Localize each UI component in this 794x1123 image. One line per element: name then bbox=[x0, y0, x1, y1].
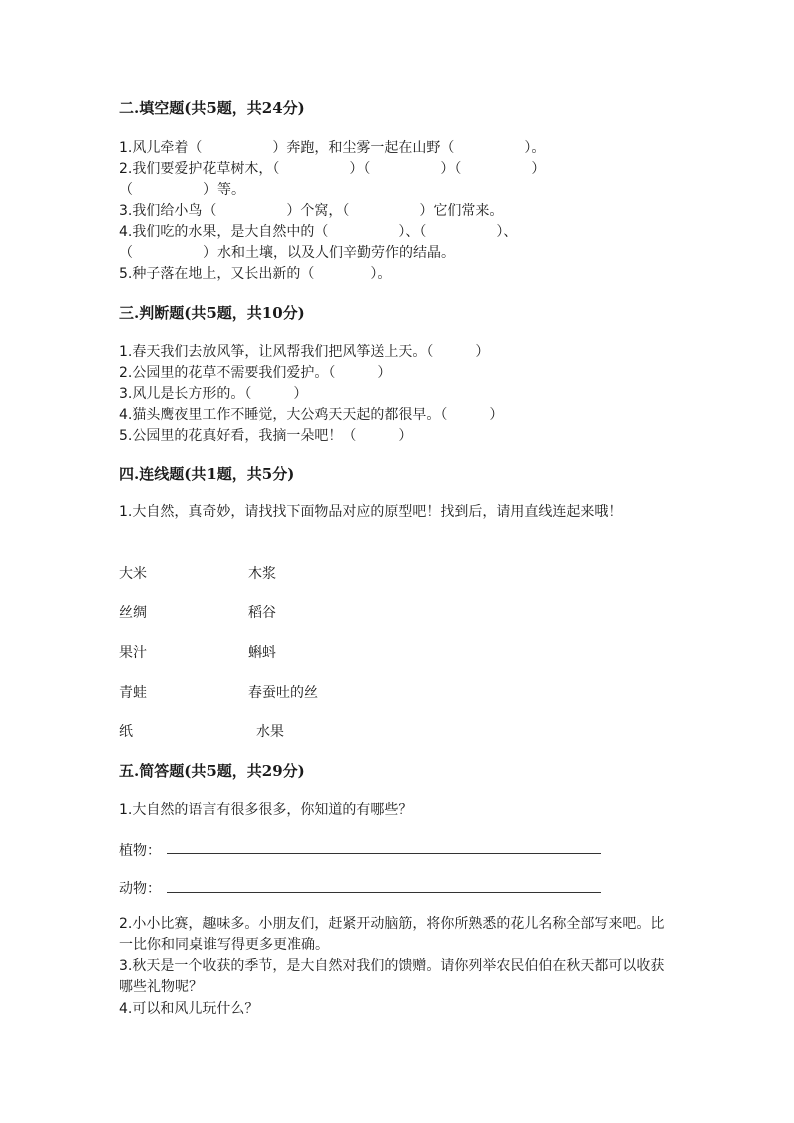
section-fill-heading: 二.填空题(共5题，共24分) bbox=[119, 99, 305, 117]
section-match-heading: 四.连线题(共1题，共5分) bbox=[119, 465, 295, 483]
plant-answer-line[interactable] bbox=[167, 853, 601, 854]
judge-question-4: 4.猫头鹰夜里工作不睡觉，大公鸡天天起的都很早。（ ） bbox=[119, 407, 504, 423]
match-right-item: 水果 bbox=[256, 724, 284, 740]
fill-question-4-line-1: 4.我们吃的水果，是大自然中的（ ）、（ ）、 bbox=[119, 224, 518, 240]
match-left-item: 大米 bbox=[119, 566, 147, 582]
match-right-item: 稻谷 bbox=[248, 605, 276, 621]
fill-question-1: 1.风儿牵着（ ）奔跑，和尘雾一起在山野（ ）。 bbox=[119, 140, 546, 156]
judge-question-1: 1.春天我们去放风筝，让风帮我们把风筝送上天。（ ） bbox=[119, 344, 490, 360]
judge-question-2: 2.公园里的花草不需要我们爱护。（ ） bbox=[119, 365, 392, 381]
match-right-item: 木浆 bbox=[248, 566, 276, 582]
fill-question-2-line-1: 2.我们要爱护花草树木，（ ）（ ）（ ） bbox=[119, 161, 546, 177]
section-short-heading: 五.简答题(共5题，共29分) bbox=[119, 762, 305, 780]
animal-label: 动物： bbox=[119, 881, 161, 897]
short-question-3: 3.秋天是一个收获的季节，是大自然对我们的馈赠。请你列举农民伯伯在秋天都可以收获哪些礼物呢？ bbox=[119, 958, 665, 995]
section-judge-heading: 三.判断题(共5题，共10分) bbox=[119, 304, 305, 322]
plant-label: 植物： bbox=[119, 843, 161, 859]
match-left-item: 青蛙 bbox=[119, 685, 147, 701]
match-left-item: 果汁 bbox=[119, 645, 147, 661]
judge-question-3: 3.风儿是长方形的。（ ） bbox=[119, 386, 308, 402]
fill-question-5: 5.种子落在地上，又长出新的（ ）。 bbox=[119, 266, 392, 282]
fill-question-2-line-2: （ ）等。 bbox=[119, 182, 245, 198]
judge-question-5: 5.公园里的花真好看，我摘一朵吧！（ ） bbox=[119, 428, 413, 444]
short-question-2: 2.小小比赛，趣味多。小朋友们，赶紧开动脑筋，将你所熟悉的花儿名称全部写来吧。比一比你和同桌谁写得更多更准确。 bbox=[119, 916, 665, 953]
fill-question-4-line-2: （ ）水和土壤，以及人们辛勤劳作的结晶。 bbox=[119, 245, 455, 261]
match-right-item: 蝌蚪 bbox=[248, 645, 276, 661]
fill-question-3: 3.我们给小鸟（ ）个窝，（ ）它们常来。 bbox=[119, 203, 504, 219]
animal-answer-line[interactable] bbox=[167, 892, 601, 893]
match-left-item: 丝绸 bbox=[119, 605, 147, 621]
match-right-item: 春蚕吐的丝 bbox=[248, 685, 318, 701]
match-question-1: 1.大自然，真奇妙，请找找下面物品对应的原型吧！找到后，请用直线连起来哦！ bbox=[119, 504, 623, 520]
match-left-item: 纸 bbox=[119, 724, 133, 740]
short-question-1: 1.大自然的语言有很多很多，你知道的有哪些？ bbox=[119, 802, 413, 818]
short-question-4: 4.可以和风儿玩什么？ bbox=[119, 1001, 259, 1017]
